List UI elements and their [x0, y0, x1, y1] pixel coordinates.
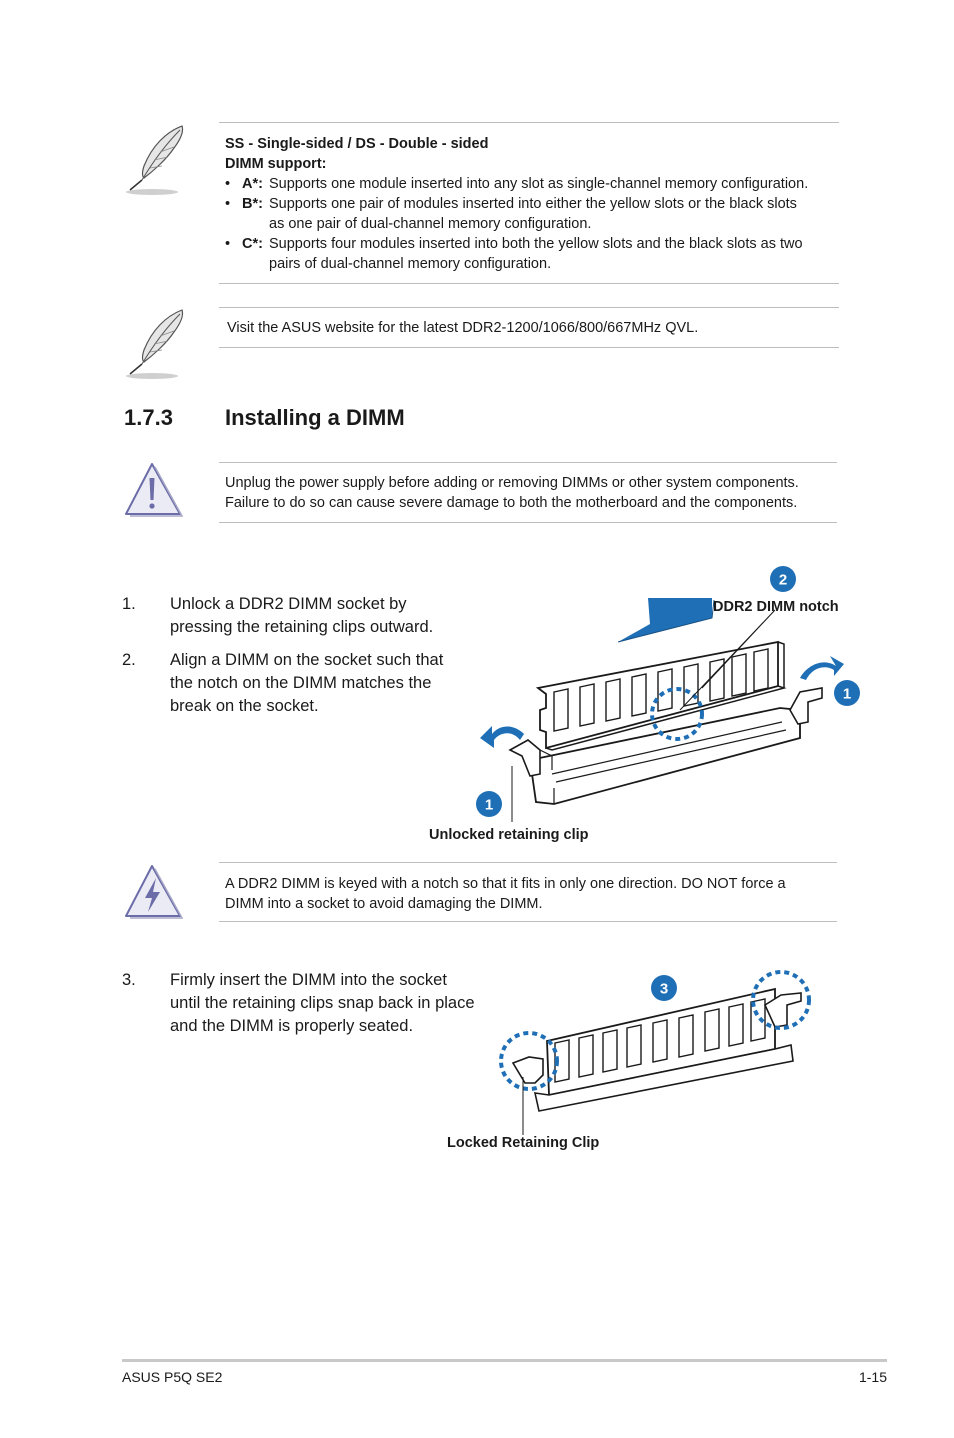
bullet-key-b: B*: [242, 196, 263, 212]
bullet-key-a: A*: [242, 176, 263, 192]
note-icon-2 [122, 306, 190, 382]
warning-text [225, 473, 840, 513]
rotate-arrow-left-icon [480, 726, 524, 748]
bullet-a-line1: Supports one module inserted into any slot as single-channel memory configuration. [269, 176, 809, 192]
step-3-number: 3. [122, 971, 136, 989]
dimm-locked-illustration [495, 965, 825, 1145]
feather-pen-icon [122, 306, 190, 382]
bullet-dot: • [225, 176, 231, 192]
right-retaining-clip [790, 688, 822, 724]
bullet-b-line2: as one pair of dual-channel memory configuration. [269, 216, 592, 232]
footer-left: ASUS P5Q SE2 [122, 1369, 223, 1385]
insert-arrow-icon [618, 598, 712, 642]
step-1 [122, 593, 482, 639]
note2-top-rule [219, 307, 839, 308]
rotate-arrow-right-icon [800, 656, 844, 680]
bullet-b-line1: Supports one pair of modules inserted into either the yellow slots or the black slots [269, 196, 797, 212]
note1-title-line2: DIMM support: [225, 156, 327, 172]
callout-2-text: 2 [778, 571, 788, 589]
step-2-line1: Align a DIMM on the socket such that [170, 651, 444, 669]
warning-icon-box [122, 460, 186, 520]
caution-line1: A DDR2 DIMM is keyed with a notch so that it fits in only one direction. DO NOT force a [225, 876, 786, 892]
note1-body [225, 134, 840, 274]
bullet-c-line1: Supports four modules inserted into both the yellow slots and the black slots as two [269, 236, 803, 252]
step-3-line3: and the DIMM is properly seated. [170, 1017, 414, 1035]
left-retaining-clip-locked [513, 1057, 543, 1083]
note1-bullet-a [225, 174, 840, 194]
bullet-key-c: C*: [242, 236, 263, 252]
caution-text [225, 874, 840, 914]
figure-locked-dimm [495, 965, 825, 1145]
label-locked-clip: Locked Retaining Clip [447, 1135, 600, 1151]
step-1-text [170, 593, 433, 639]
caution-top-rule [219, 862, 837, 863]
bullet-dot: • [225, 236, 231, 252]
step-1-line2: pressing the retaining clips outward. [170, 618, 434, 636]
callout-1-right-text: 1 [842, 685, 852, 703]
note1-bullet-c [225, 234, 840, 274]
step-2-line2: the notch on the DIMM matches the [170, 674, 432, 692]
note2-text: Visit the ASUS website for the latest DDR2-1200/1066/800/667MHz QVL. [227, 320, 699, 336]
feather-pen-icon [122, 122, 190, 198]
warning-triangle-icon [122, 460, 186, 520]
step-3-text [170, 969, 475, 1038]
step-3-line1: Firmly insert the DIMM into the socket [170, 971, 447, 989]
caution-line2: DIMM into a socket to avoid damaging the DIMM. [225, 896, 543, 912]
step-2-number: 2. [122, 651, 136, 669]
note1-title-line1: SS - Single-sided / DS - Double - sided [225, 136, 489, 152]
step-3-line2: until the retaining clips snap back in place [170, 994, 475, 1012]
warning-line1: Unplug the power supply before adding or removing DIMMs or other system components. [225, 475, 799, 491]
lightning-warning-icon [122, 862, 186, 922]
caution-icon-box [122, 862, 186, 922]
left-retaining-clip [510, 740, 540, 776]
note2-bottom-rule [219, 347, 839, 348]
footer-rule [122, 1359, 887, 1362]
step-2-line3: break on the socket. [170, 697, 319, 715]
bullet-dot: • [225, 196, 231, 212]
callout-3-text: 3 [659, 980, 669, 998]
footer-page-number: 1-15 [858, 1369, 887, 1385]
caution-bottom-rule [219, 921, 837, 922]
note1-top-rule [219, 122, 839, 123]
note1-bottom-rule [219, 283, 839, 284]
section-number: 1.7.3 [124, 405, 173, 430]
bullet-c-line2: pairs of dual-channel memory configuration. [269, 256, 552, 272]
step-2-text [170, 649, 443, 718]
label-unlocked-clip: Unlocked retaining clip [429, 827, 589, 843]
section-title: Installing a DIMM [225, 405, 405, 430]
step-2 [122, 649, 482, 719]
note1-bullet-b [225, 194, 840, 234]
callout-1-left-text: 1 [484, 796, 494, 814]
note-icon-1 [122, 122, 190, 198]
step-3 [122, 969, 492, 1039]
warning-bottom-rule [219, 522, 837, 523]
label-dimm-notch: DDR2 DIMM notch [713, 599, 839, 615]
step-1-line1: Unlock a DDR2 DIMM socket by [170, 595, 407, 613]
warning-line2: Failure to do so can cause severe damage to both the motherboard and the components. [225, 495, 798, 511]
warning-top-rule [219, 462, 837, 463]
step-1-number: 1. [122, 595, 136, 613]
